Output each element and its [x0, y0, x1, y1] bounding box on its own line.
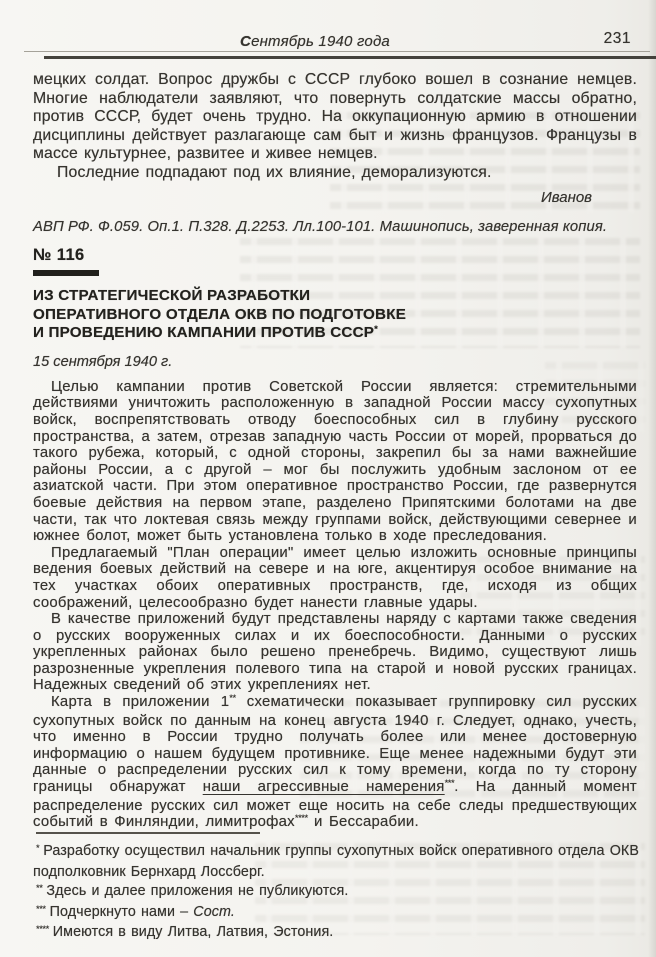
paragraph-1: Целью кампании против Советской России является: стремительными действиями уничтожить расположенную в западной России массу сухопутных войск, воспрепятствовать отводу боеспособных сил в глубину русского пространства, а затем, отрезав западную часть России от морей, прорваться до такого рубежа, который, с одной стороны, закрепил бы за нами важнейшие районы России, а с другой – мог бы послужить удобным заслоном от ее азиатской части. При этом оперативное пространство России, где развернутся боевые действия на первом этапе, разделено Припятскими болотами на две части, так что локтевая связь между группами войск, действующими севернее и южнее болот, может быть установлена только в ходе преследования. [33, 378, 637, 545]
footnotes-section [33, 824, 639, 944]
footnote-2: ** Здесь и далее приложения не публикуются. [36, 883, 349, 899]
running-title [33, 33, 597, 50]
footnote-marker: *** [36, 903, 46, 915]
document-body [33, 379, 637, 833]
footnote-compiler-note: Сост. [193, 903, 235, 920]
paragraph-3: В качестве приложений будут представлены наряду с картами также сведения о русских вооруженных силах и их боеспособности. Данными о русских укрепленных районах было решено пренебречь. Видимо, существуют лишь разрозненные укрепления полевого типа на старой и новой русских границах. Надежных сведений об этих укреплениях нет. [33, 611, 637, 694]
document-title [33, 287, 637, 345]
archive-reference: АВП РФ. Ф.059. Оп.1. П.328. Д.2253. Лл.100-101. Машинопись, заверенная копия. [33, 218, 608, 235]
footnote-rule [36, 832, 260, 834]
running-title-rest: ентябрь 1940 года [251, 33, 390, 50]
header-rule-thin [24, 51, 650, 52]
paragraph-4: Карта в приложении 1** схематически показывает группировку сил русских сухопутных войск по данным на конец августа 1940 г. Следует, однако, учесть, что именно в России трудно получать более или менее достоверную информацию о нашем будущем противнике. Еще менее надежными будут эти данные о распределении русских сил к тому времени, когда по ту сторону границы обнаружат наши агрессивные намерения***. На данный момент распределение русских сил может еще носить на себе следы предшествующих событий в Финляндии, лимитрофах**** и Бессарабии. [33, 693, 638, 831]
footnote-3: *** Подчеркнуто нами – Сост. [36, 903, 235, 920]
underlined-phrase: наши агрессивные намерения [202, 779, 445, 796]
document-title-line-1: ИЗ СТРАТЕГИЧЕСКОЙ РАЗРАБОТКИ [33, 287, 311, 304]
footnote-marker: **** [294, 813, 308, 825]
document-title-line-3: И ПРОВЕДЕНИЮ КАМПАНИИ ПРОТИВ СССР* [33, 324, 378, 342]
running-title-initial: С [240, 33, 252, 50]
paragraph-2: Предлагаемый "План операции" имеет целью изложить основные принципы ведения боевых действий на севере и на юге, акцентируя особое внимание на тех участках обоих оперативных пространств, где, исходя из общих соображений, целесообразно будет нанести главные удары. [33, 544, 637, 611]
document-title-line-2: ОПЕРАТИВНОГО ОТДЕЛА ОКВ ПО ПОДГОТОВКЕ [33, 305, 407, 323]
footnote-1: * Разработку осуществил начальник группы сухопутных войск оперативного отдела ОКВ подполковник Бернхард Лоссберг. [33, 843, 639, 880]
document-number: № 116 [33, 246, 85, 264]
header-rule-thick [44, 56, 656, 59]
footnote-marker: ** [36, 883, 43, 894]
document-date: 15 сентября 1940 г. [33, 353, 173, 370]
signature: Иванов [541, 189, 592, 206]
prev-doc-paragraph: мецких солдат. Вопрос дружбы с СССР глубоко вошел в сознание немцев. Многие наблюдатели заявляют, что повернуть солдатские массы обратно, против СССР, будет очень трудно. На оккупационную армию в отношении дисциплины действует разлагающе сам быт и жизнь французов. Французы в массе культурнее, развитее и живее немцев. [33, 71, 637, 162]
footnote-marker: ** [229, 693, 236, 705]
footnote-marker: * [36, 843, 40, 854]
footnote-marker: **** [36, 924, 49, 935]
prev-doc-closing-paragraph: Последние подпадают под их влияние, деморализуются. [57, 163, 492, 181]
footnote-4: **** Имеются в виду Литва, Латвия, Эстония. [36, 924, 334, 940]
page-header [33, 30, 637, 51]
title-footnote-marker: * [374, 324, 378, 336]
footnote-marker: *** [444, 778, 455, 790]
document-number-bar [33, 270, 99, 276]
document-section [33, 246, 637, 833]
previous-document-section [33, 71, 637, 236]
page-number: 231 [603, 30, 631, 47]
